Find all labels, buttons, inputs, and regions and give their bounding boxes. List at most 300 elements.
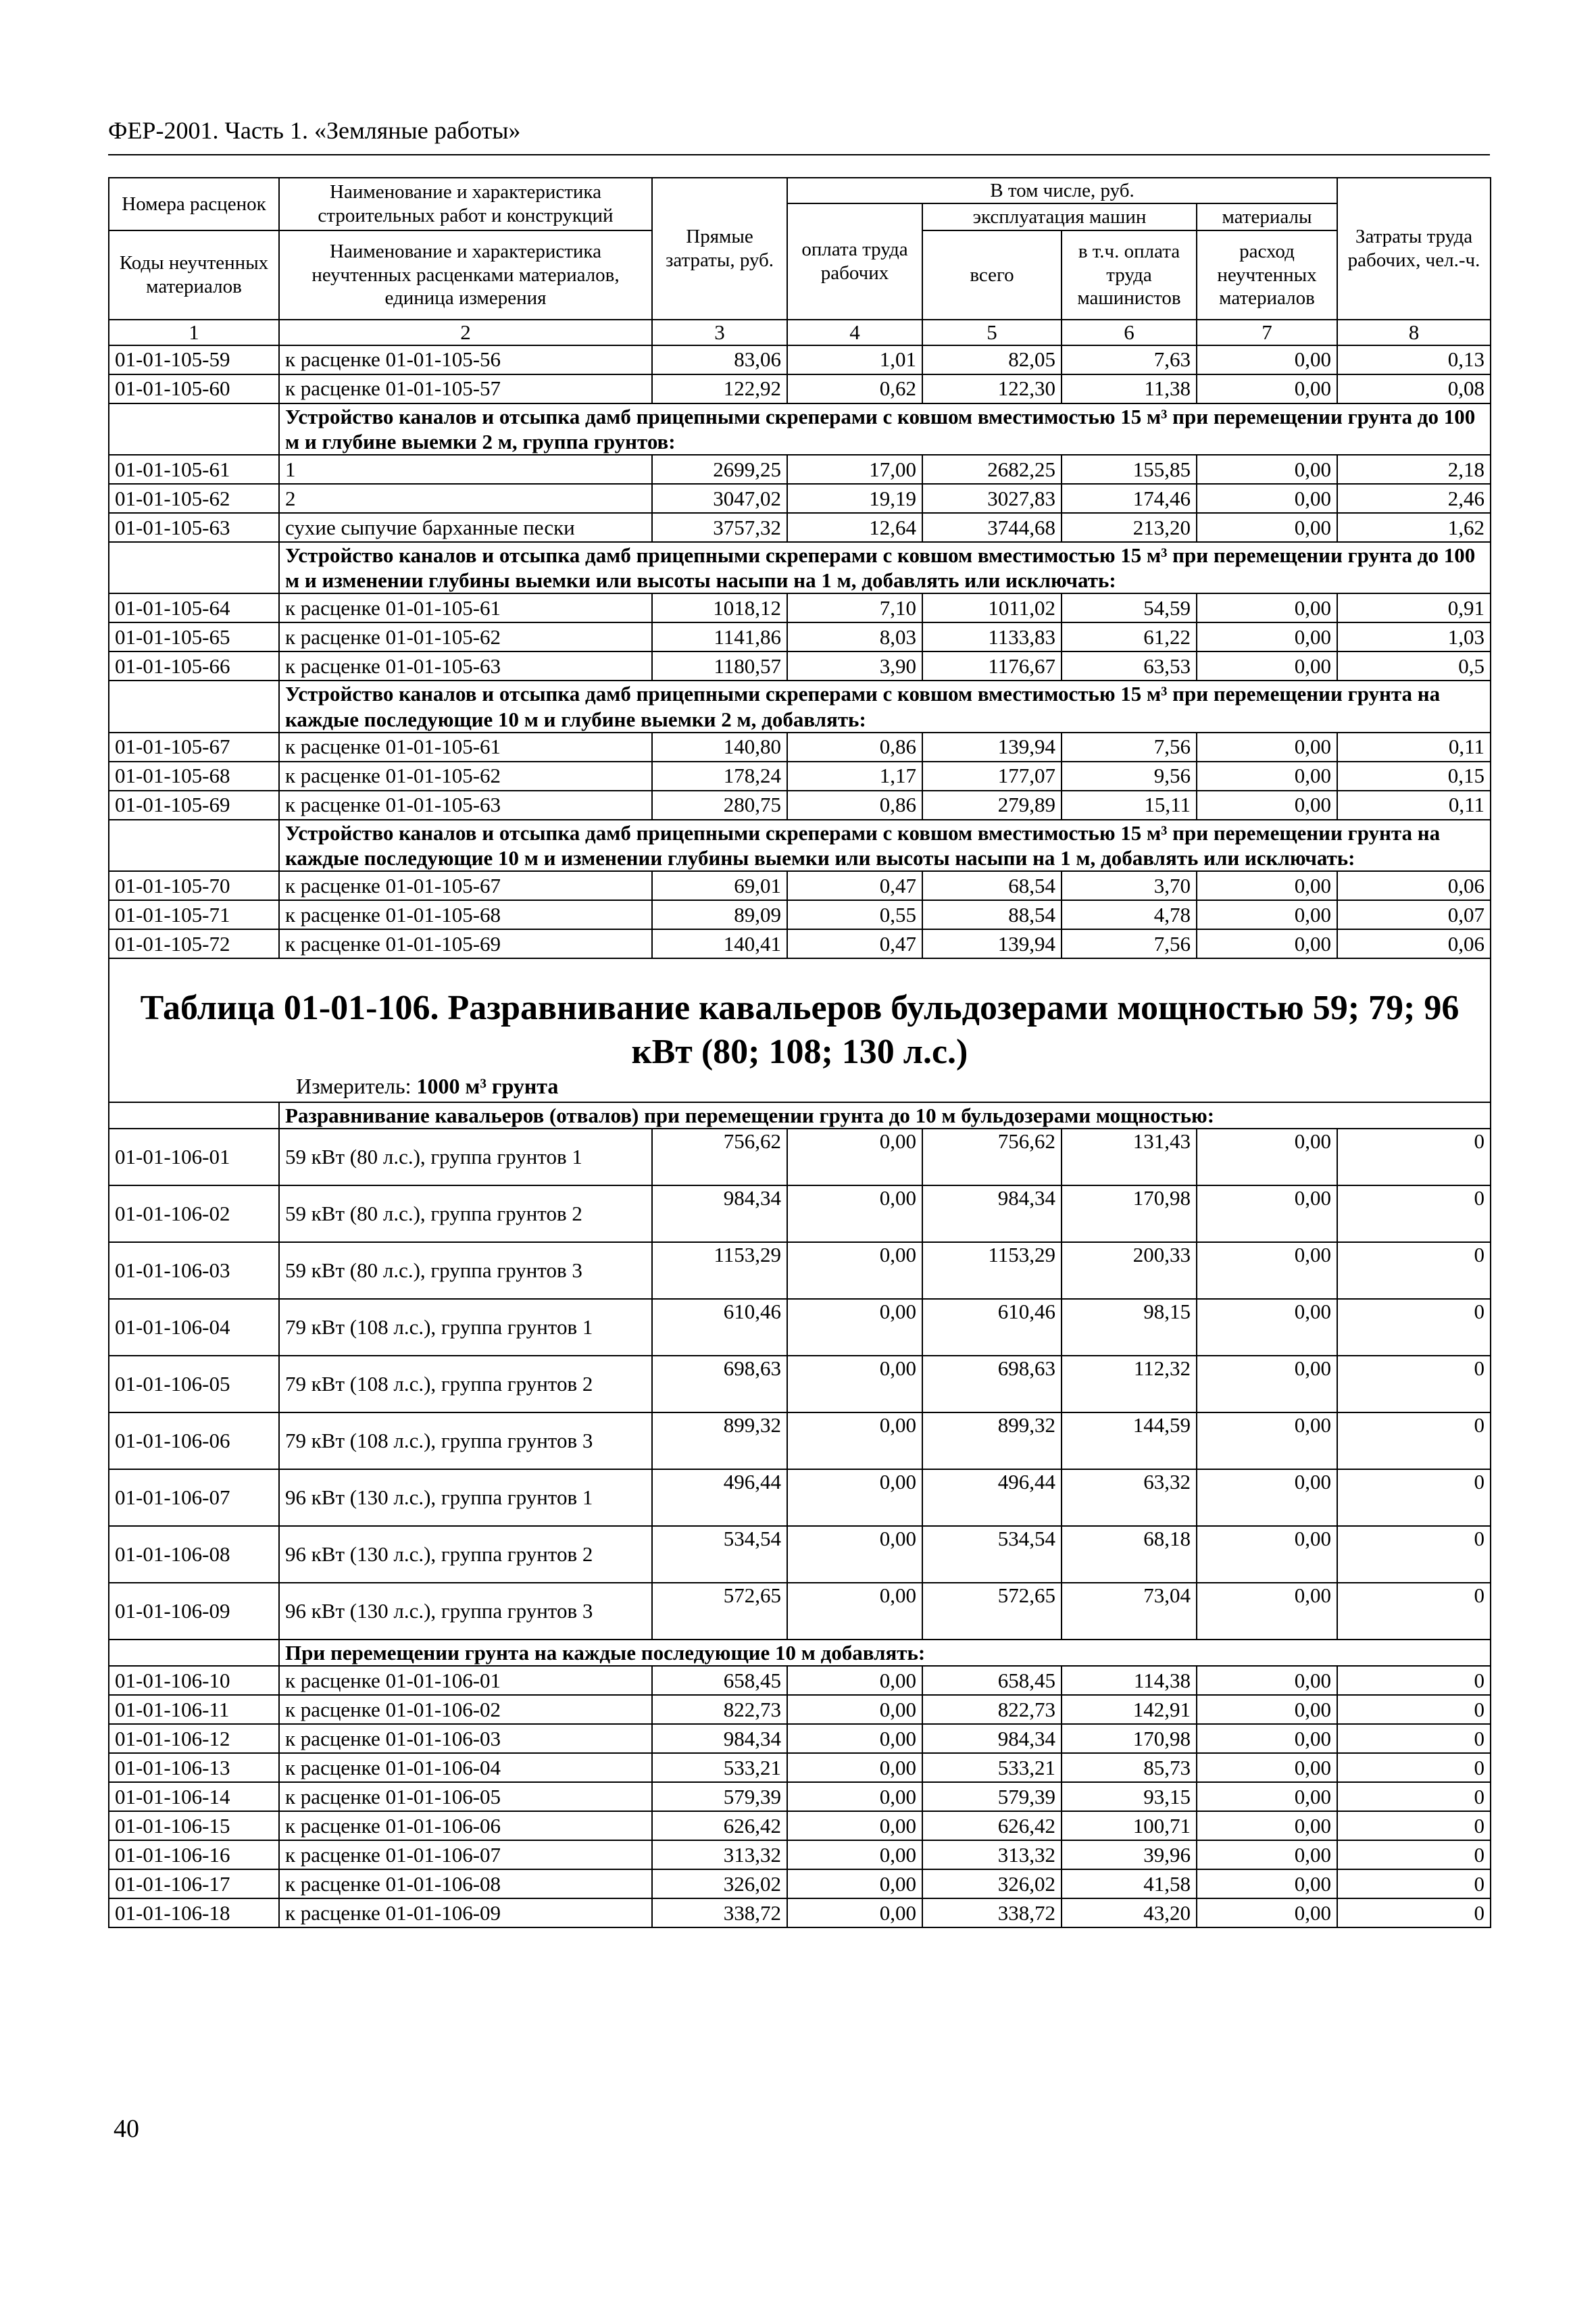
machine-cost: 88,54 <box>922 900 1062 929</box>
labor-cost: 17,00 <box>787 455 922 484</box>
labor-hours: 0 <box>1337 1753 1491 1782</box>
table-row <box>109 900 1491 929</box>
operator-cost: 54,59 <box>1062 593 1197 622</box>
table-row <box>109 1242 1491 1299</box>
rate-code: 01-01-105-71 <box>109 900 279 929</box>
labor-cost: 0,00 <box>787 1185 922 1242</box>
operator-cost: 93,15 <box>1062 1782 1197 1811</box>
rate-code: 01-01-106-15 <box>109 1811 279 1840</box>
operator-cost: 170,98 <box>1062 1185 1197 1242</box>
header-group: В том числе, руб. <box>787 178 1337 203</box>
machine-cost: 572,65 <box>922 1583 1062 1640</box>
direct-cost: 822,73 <box>652 1695 787 1724</box>
direct-cost: 698,63 <box>652 1356 787 1412</box>
section-title: Устройство каналов и отсыпка дамб прицепными скреперами с ковшом вместимостью 15 м³ при перемещении грунта до 100 м и изменении глубины выемки или высоты насыпи на 1 м, добавлять или исключать: <box>279 542 1491 593</box>
labor-cost: 1,17 <box>787 762 922 791</box>
labor-hours: 0 <box>1337 1185 1491 1242</box>
labor-cost: 1,01 <box>787 345 922 374</box>
labor-cost: 3,90 <box>787 651 922 681</box>
materials-cost: 0,00 <box>1197 1356 1337 1412</box>
operator-cost: 98,15 <box>1062 1299 1197 1356</box>
rate-code: 01-01-106-01 <box>109 1129 279 1185</box>
operator-cost: 200,33 <box>1062 1242 1197 1299</box>
labor-cost: 0,00 <box>787 1242 922 1299</box>
machine-cost: 579,39 <box>922 1782 1062 1811</box>
rate-code: 01-01-105-62 <box>109 484 279 513</box>
labor-cost: 0,00 <box>787 1695 922 1724</box>
group-105-d <box>109 733 1491 820</box>
operator-cost: 4,78 <box>1062 900 1197 929</box>
materials-cost: 0,00 <box>1197 651 1337 681</box>
labor-cost: 0,55 <box>787 900 922 929</box>
direct-cost: 626,42 <box>652 1811 787 1840</box>
materials-cost: 0,00 <box>1197 1583 1337 1640</box>
machine-cost: 534,54 <box>922 1526 1062 1583</box>
section-header <box>109 403 1491 455</box>
work-name: 96 кВт (130 л.с.), группа грунтов 1 <box>279 1469 652 1526</box>
materials-cost: 0,00 <box>1197 1869 1337 1898</box>
labor-cost: 0,00 <box>787 1356 922 1412</box>
rate-code: 01-01-106-13 <box>109 1753 279 1782</box>
header-machines: эксплуатация машин <box>922 203 1197 230</box>
direct-cost: 3757,32 <box>652 513 787 542</box>
labor-hours: 0 <box>1337 1526 1491 1583</box>
rate-code: 01-01-105-64 <box>109 593 279 622</box>
labor-hours: 0,11 <box>1337 733 1491 762</box>
table-row <box>109 762 1491 791</box>
labor-hours: 0,08 <box>1337 374 1491 403</box>
rate-code: 01-01-106-02 <box>109 1185 279 1242</box>
materials-cost: 0,00 <box>1197 1129 1337 1185</box>
column-index: 4 <box>787 320 922 345</box>
machine-cost: 82,05 <box>922 345 1062 374</box>
materials-cost: 0,00 <box>1197 1840 1337 1869</box>
machine-cost: 626,42 <box>922 1811 1062 1840</box>
direct-cost: 1141,86 <box>652 622 787 651</box>
materials-cost: 0,00 <box>1197 1753 1337 1782</box>
operator-cost: 114,38 <box>1062 1666 1197 1695</box>
materials-cost: 0,00 <box>1197 1412 1337 1469</box>
section-title: Устройство каналов и отсыпка дамб прицепными скреперами с ковшом вместимостью 15 м³ при перемещении грунта на каждые последующие 10 м и глубине выемки 2 м, добавлять: <box>279 681 1491 732</box>
labor-hours: 0 <box>1337 1299 1491 1356</box>
group-105-a <box>109 345 1491 403</box>
materials-cost: 0,00 <box>1197 733 1337 762</box>
operator-cost: 63,32 <box>1062 1469 1197 1526</box>
operator-cost: 41,58 <box>1062 1869 1197 1898</box>
direct-cost: 756,62 <box>652 1129 787 1185</box>
machine-cost: 899,32 <box>922 1412 1062 1469</box>
labor-cost: 0,00 <box>787 1782 922 1811</box>
group-105-c <box>109 593 1491 681</box>
materials-cost: 0,00 <box>1197 593 1337 622</box>
labor-hours: 2,18 <box>1337 455 1491 484</box>
table-row <box>109 1840 1491 1869</box>
labor-hours: 0 <box>1337 1129 1491 1185</box>
operator-cost: 61,22 <box>1062 622 1197 651</box>
labor-hours: 0 <box>1337 1695 1491 1724</box>
table-row <box>109 1898 1491 1927</box>
table-row <box>109 1299 1491 1356</box>
machine-cost: 2682,25 <box>922 455 1062 484</box>
work-name: к расценке 01-01-105-69 <box>279 929 652 958</box>
operator-cost: 7,56 <box>1062 929 1197 958</box>
labor-cost: 0,00 <box>787 1299 922 1356</box>
operator-cost: 11,38 <box>1062 374 1197 403</box>
operator-cost: 3,70 <box>1062 871 1197 900</box>
table-row <box>109 929 1491 958</box>
running-head: ФЕР-2001. Часть 1. «Земляные работы» <box>108 117 521 144</box>
labor-hours: 2,46 <box>1337 484 1491 513</box>
labor-hours: 0,91 <box>1337 593 1491 622</box>
operator-cost: 7,63 <box>1062 345 1197 374</box>
table-row <box>109 513 1491 542</box>
materials-cost: 0,00 <box>1197 929 1337 958</box>
table-row <box>109 1782 1491 1811</box>
rate-code: 01-01-105-63 <box>109 513 279 542</box>
section-header <box>109 1102 1491 1129</box>
rate-code: 01-01-105-70 <box>109 871 279 900</box>
work-name: к расценке 01-01-106-02 <box>279 1695 652 1724</box>
operator-cost: 73,04 <box>1062 1583 1197 1640</box>
rate-code: 01-01-106-10 <box>109 1666 279 1695</box>
machine-cost: 177,07 <box>922 762 1062 791</box>
labor-cost: 0,86 <box>787 733 922 762</box>
table-row <box>109 345 1491 374</box>
labor-hours: 0 <box>1337 1469 1491 1526</box>
machine-cost: 139,94 <box>922 929 1062 958</box>
labor-cost: 0,00 <box>787 1129 922 1185</box>
labor-cost: 7,10 <box>787 593 922 622</box>
machine-cost: 984,34 <box>922 1724 1062 1753</box>
labor-cost: 0,00 <box>787 1869 922 1898</box>
labor-hours: 0 <box>1337 1811 1491 1840</box>
direct-cost: 984,34 <box>652 1724 787 1753</box>
work-name: к расценке 01-01-106-03 <box>279 1724 652 1753</box>
work-name: к расценке 01-01-105-57 <box>279 374 652 403</box>
materials-cost: 0,00 <box>1197 762 1337 791</box>
rate-code: 01-01-106-08 <box>109 1526 279 1583</box>
work-name: 79 кВт (108 л.с.), группа грунтов 1 <box>279 1299 652 1356</box>
materials-cost: 0,00 <box>1197 622 1337 651</box>
direct-cost: 610,46 <box>652 1299 787 1356</box>
work-name: 59 кВт (80 л.с.), группа грунтов 1 <box>279 1129 652 1185</box>
section-title: Устройство каналов и отсыпка дамб прицепными скреперами с ковшом вместимостью 15 м³ при перемещении грунта до 100 м и глубине выемки 2 м, группа грунтов: <box>279 403 1491 455</box>
table-header <box>109 178 1491 345</box>
measure-value: 1000 м³ грунта <box>416 1074 559 1099</box>
direct-cost: 899,32 <box>652 1412 787 1469</box>
labor-cost: 0,00 <box>787 1526 922 1583</box>
labor-cost: 0,00 <box>787 1469 922 1526</box>
labor-hours: 0 <box>1337 1666 1491 1695</box>
materials-cost: 0,00 <box>1197 1299 1337 1356</box>
work-name: к расценке 01-01-105-56 <box>279 345 652 374</box>
labor-hours: 0 <box>1337 1840 1491 1869</box>
direct-cost: 83,06 <box>652 345 787 374</box>
labor-cost: 0,00 <box>787 1666 922 1695</box>
direct-cost: 280,75 <box>652 791 787 820</box>
labor-hours: 0 <box>1337 1242 1491 1299</box>
operator-cost: 142,91 <box>1062 1695 1197 1724</box>
labor-cost: 0,00 <box>787 1898 922 1927</box>
rate-code: 01-01-106-06 <box>109 1412 279 1469</box>
section-header <box>109 1640 1491 1666</box>
machine-cost: 822,73 <box>922 1695 1062 1724</box>
page-number: 40 <box>114 2115 139 2143</box>
direct-cost: 140,41 <box>652 929 787 958</box>
materials-cost: 0,00 <box>1197 1811 1337 1840</box>
labor-hours: 0,5 <box>1337 651 1491 681</box>
section-title: При перемещении грунта на каждые последующие 10 м добавлять: <box>279 1640 1491 1666</box>
materials-cost: 0,00 <box>1197 374 1337 403</box>
machine-cost: 1153,29 <box>922 1242 1062 1299</box>
table-row <box>109 593 1491 622</box>
machine-cost: 533,21 <box>922 1753 1062 1782</box>
work-name: к расценке 01-01-106-04 <box>279 1753 652 1782</box>
materials-cost: 0,00 <box>1197 1242 1337 1299</box>
column-index: 1 <box>109 320 279 345</box>
column-index-row <box>109 320 1491 345</box>
labor-hours: 0,06 <box>1337 929 1491 958</box>
machine-cost: 279,89 <box>922 791 1062 820</box>
operator-cost: 144,59 <box>1062 1412 1197 1469</box>
table-row <box>109 1526 1491 1583</box>
column-index: 7 <box>1197 320 1337 345</box>
table-106-caption <box>109 958 1491 1102</box>
materials-cost: 0,00 <box>1197 484 1337 513</box>
table-row <box>109 1869 1491 1898</box>
labor-cost: 0,00 <box>787 1811 922 1840</box>
labor-hours: 0,07 <box>1337 900 1491 929</box>
labor-cost: 8,03 <box>787 622 922 651</box>
header-col-1-top: Номера расценок <box>109 178 279 230</box>
column-index: 6 <box>1062 320 1197 345</box>
work-name: к расценке 01-01-105-61 <box>279 733 652 762</box>
rate-code: 01-01-105-72 <box>109 929 279 958</box>
work-name: 96 кВт (130 л.с.), группа грунтов 2 <box>279 1526 652 1583</box>
operator-cost: 7,56 <box>1062 733 1197 762</box>
work-name: к расценке 01-01-105-61 <box>279 593 652 622</box>
labor-hours: 1,03 <box>1337 622 1491 651</box>
work-name: к расценке 01-01-106-09 <box>279 1898 652 1927</box>
operator-cost: 85,73 <box>1062 1753 1197 1782</box>
labor-cost: 0,47 <box>787 929 922 958</box>
direct-cost: 572,65 <box>652 1583 787 1640</box>
column-index: 8 <box>1337 320 1491 345</box>
column-index: 2 <box>279 320 652 345</box>
header-materials: материалы <box>1197 203 1337 230</box>
rate-code: 01-01-105-68 <box>109 762 279 791</box>
machine-cost: 1176,67 <box>922 651 1062 681</box>
table-row <box>109 455 1491 484</box>
materials-cost: 0,00 <box>1197 1695 1337 1724</box>
machine-cost: 313,32 <box>922 1840 1062 1869</box>
column-index: 5 <box>922 320 1062 345</box>
rate-code: 01-01-106-18 <box>109 1898 279 1927</box>
table-row <box>109 484 1491 513</box>
machine-cost: 326,02 <box>922 1869 1062 1898</box>
work-name: к расценке 01-01-105-68 <box>279 900 652 929</box>
header-col-2-bottom: Наименование и характеристика неучтенных расценками материалов, единица измерения <box>279 230 652 320</box>
table-row <box>109 1753 1491 1782</box>
labor-cost: 12,64 <box>787 513 922 542</box>
table-row <box>109 1185 1491 1242</box>
labor-cost: 0,86 <box>787 791 922 820</box>
rate-code: 01-01-105-69 <box>109 791 279 820</box>
table-row <box>109 1469 1491 1526</box>
direct-cost: 2699,25 <box>652 455 787 484</box>
direct-cost: 658,45 <box>652 1666 787 1695</box>
direct-cost: 1018,12 <box>652 593 787 622</box>
section-header <box>109 542 1491 593</box>
rate-code: 01-01-106-14 <box>109 1782 279 1811</box>
table-row <box>109 1583 1491 1640</box>
materials-cost: 0,00 <box>1197 1185 1337 1242</box>
rate-code: 01-01-105-67 <box>109 733 279 762</box>
work-name: к расценке 01-01-105-62 <box>279 622 652 651</box>
labor-hours: 0 <box>1337 1583 1491 1640</box>
labor-hours: 0,13 <box>1337 345 1491 374</box>
rate-code: 01-01-105-65 <box>109 622 279 651</box>
header-col-3: Прямые затраты, руб. <box>652 178 787 320</box>
table-row <box>109 374 1491 403</box>
group-105-b <box>109 455 1491 542</box>
work-name: к расценке 01-01-106-05 <box>279 1782 652 1811</box>
rate-code: 01-01-106-04 <box>109 1299 279 1356</box>
work-name: 79 кВт (108 л.с.), группа грунтов 3 <box>279 1412 652 1469</box>
table-row <box>109 1724 1491 1753</box>
measure-line <box>115 1074 1485 1099</box>
labor-hours: 0 <box>1337 1782 1491 1811</box>
rates-table <box>108 177 1491 1928</box>
direct-cost: 89,09 <box>652 900 787 929</box>
direct-cost: 122,92 <box>652 374 787 403</box>
header-rule <box>108 154 1490 155</box>
operator-cost: 213,20 <box>1062 513 1197 542</box>
table-row <box>109 1412 1491 1469</box>
direct-cost: 140,80 <box>652 733 787 762</box>
machine-cost: 3027,83 <box>922 484 1062 513</box>
direct-cost: 534,54 <box>652 1526 787 1583</box>
work-name: 1 <box>279 455 652 484</box>
column-index: 3 <box>652 320 787 345</box>
labor-cost: 0,00 <box>787 1724 922 1753</box>
materials-cost: 0,00 <box>1197 1898 1337 1927</box>
section-title: Устройство каналов и отсыпка дамб прицепными скреперами с ковшом вместимостью 15 м³ при перемещении грунта на каждые последующие 10 м и изменении глубины выемки или высоты насыпи на 1 м, добавлять или исключать: <box>279 820 1491 871</box>
operator-cost: 9,56 <box>1062 762 1197 791</box>
work-name: к расценке 01-01-106-07 <box>279 1840 652 1869</box>
table-row <box>109 1695 1491 1724</box>
work-name: к расценке 01-01-105-63 <box>279 651 652 681</box>
machine-cost: 3744,68 <box>922 513 1062 542</box>
group-106-b <box>109 1666 1491 1927</box>
direct-cost: 326,02 <box>652 1869 787 1898</box>
direct-cost: 496,44 <box>652 1469 787 1526</box>
rate-code: 01-01-106-12 <box>109 1724 279 1753</box>
operator-cost: 100,71 <box>1062 1811 1197 1840</box>
direct-cost: 533,21 <box>652 1753 787 1782</box>
operator-cost: 112,32 <box>1062 1356 1197 1412</box>
labor-cost: 0,47 <box>787 871 922 900</box>
materials-cost: 0,00 <box>1197 513 1337 542</box>
work-name: 96 кВт (130 л.с.), группа грунтов 3 <box>279 1583 652 1640</box>
table-row <box>109 622 1491 651</box>
table-row <box>109 871 1491 900</box>
operator-cost: 131,43 <box>1062 1129 1197 1185</box>
direct-cost: 579,39 <box>652 1782 787 1811</box>
operator-cost: 68,18 <box>1062 1526 1197 1583</box>
labor-cost: 0,00 <box>787 1840 922 1869</box>
rate-code: 01-01-106-11 <box>109 1695 279 1724</box>
materials-cost: 0,00 <box>1197 791 1337 820</box>
rate-code: 01-01-105-61 <box>109 455 279 484</box>
work-name: 59 кВт (80 л.с.), группа грунтов 3 <box>279 1242 652 1299</box>
work-name: к расценке 01-01-106-08 <box>279 1869 652 1898</box>
table-row <box>109 733 1491 762</box>
machine-cost: 122,30 <box>922 374 1062 403</box>
materials-cost: 0,00 <box>1197 1469 1337 1526</box>
operator-cost: 39,96 <box>1062 1840 1197 1869</box>
rate-code: 01-01-105-66 <box>109 651 279 681</box>
labor-hours: 0,11 <box>1337 791 1491 820</box>
section-header <box>109 820 1491 871</box>
header-col-2-top: Наименование и характеристика строительных работ и конструкций <box>279 178 652 230</box>
table-row <box>109 1811 1491 1840</box>
labor-cost: 0,00 <box>787 1753 922 1782</box>
table-row <box>109 651 1491 681</box>
labor-hours: 0 <box>1337 1724 1491 1753</box>
operator-cost: 155,85 <box>1062 455 1197 484</box>
work-name: к расценке 01-01-106-01 <box>279 1666 652 1695</box>
materials-cost: 0,00 <box>1197 345 1337 374</box>
header-col-7: расход неучтенных материалов <box>1197 230 1337 320</box>
rate-code: 01-01-106-09 <box>109 1583 279 1640</box>
work-name: 79 кВт (108 л.с.), группа грунтов 2 <box>279 1356 652 1412</box>
labor-cost: 0,00 <box>787 1583 922 1640</box>
machine-cost: 1133,83 <box>922 622 1062 651</box>
table-title: Таблица 01-01-106. Разравнивание кавальеров бульдозерами мощностью 59; 79; 96 кВт (80; 108; 130 л.с.) <box>140 989 1460 1072</box>
materials-cost: 0,00 <box>1197 1782 1337 1811</box>
header-col-4: оплата труда рабочих <box>787 203 922 320</box>
direct-cost: 338,72 <box>652 1898 787 1927</box>
labor-hours: 0,15 <box>1337 762 1491 791</box>
direct-cost: 3047,02 <box>652 484 787 513</box>
measure-label: Измеритель: <box>296 1074 412 1099</box>
header-col-5: всего <box>922 230 1062 320</box>
machine-cost: 496,44 <box>922 1469 1062 1526</box>
machine-cost: 698,63 <box>922 1356 1062 1412</box>
rate-code: 01-01-106-05 <box>109 1356 279 1412</box>
labor-hours: 0,06 <box>1337 871 1491 900</box>
materials-cost: 0,00 <box>1197 900 1337 929</box>
labor-cost: 0,00 <box>787 1412 922 1469</box>
labor-hours: 0 <box>1337 1898 1491 1927</box>
table-row <box>109 1666 1491 1695</box>
operator-cost: 15,11 <box>1062 791 1197 820</box>
rate-code: 01-01-106-16 <box>109 1840 279 1869</box>
direct-cost: 1153,29 <box>652 1242 787 1299</box>
labor-cost: 19,19 <box>787 484 922 513</box>
direct-cost: 313,32 <box>652 1840 787 1869</box>
header-col-1-bottom: Коды неучтенных материалов <box>109 230 279 320</box>
labor-hours: 0 <box>1337 1869 1491 1898</box>
table-row <box>109 1356 1491 1412</box>
direct-cost: 69,01 <box>652 871 787 900</box>
work-name: к расценке 01-01-105-63 <box>279 791 652 820</box>
operator-cost: 170,98 <box>1062 1724 1197 1753</box>
table-row <box>109 791 1491 820</box>
work-name: сухие сыпучие барханные пески <box>279 513 652 542</box>
materials-cost: 0,00 <box>1197 871 1337 900</box>
